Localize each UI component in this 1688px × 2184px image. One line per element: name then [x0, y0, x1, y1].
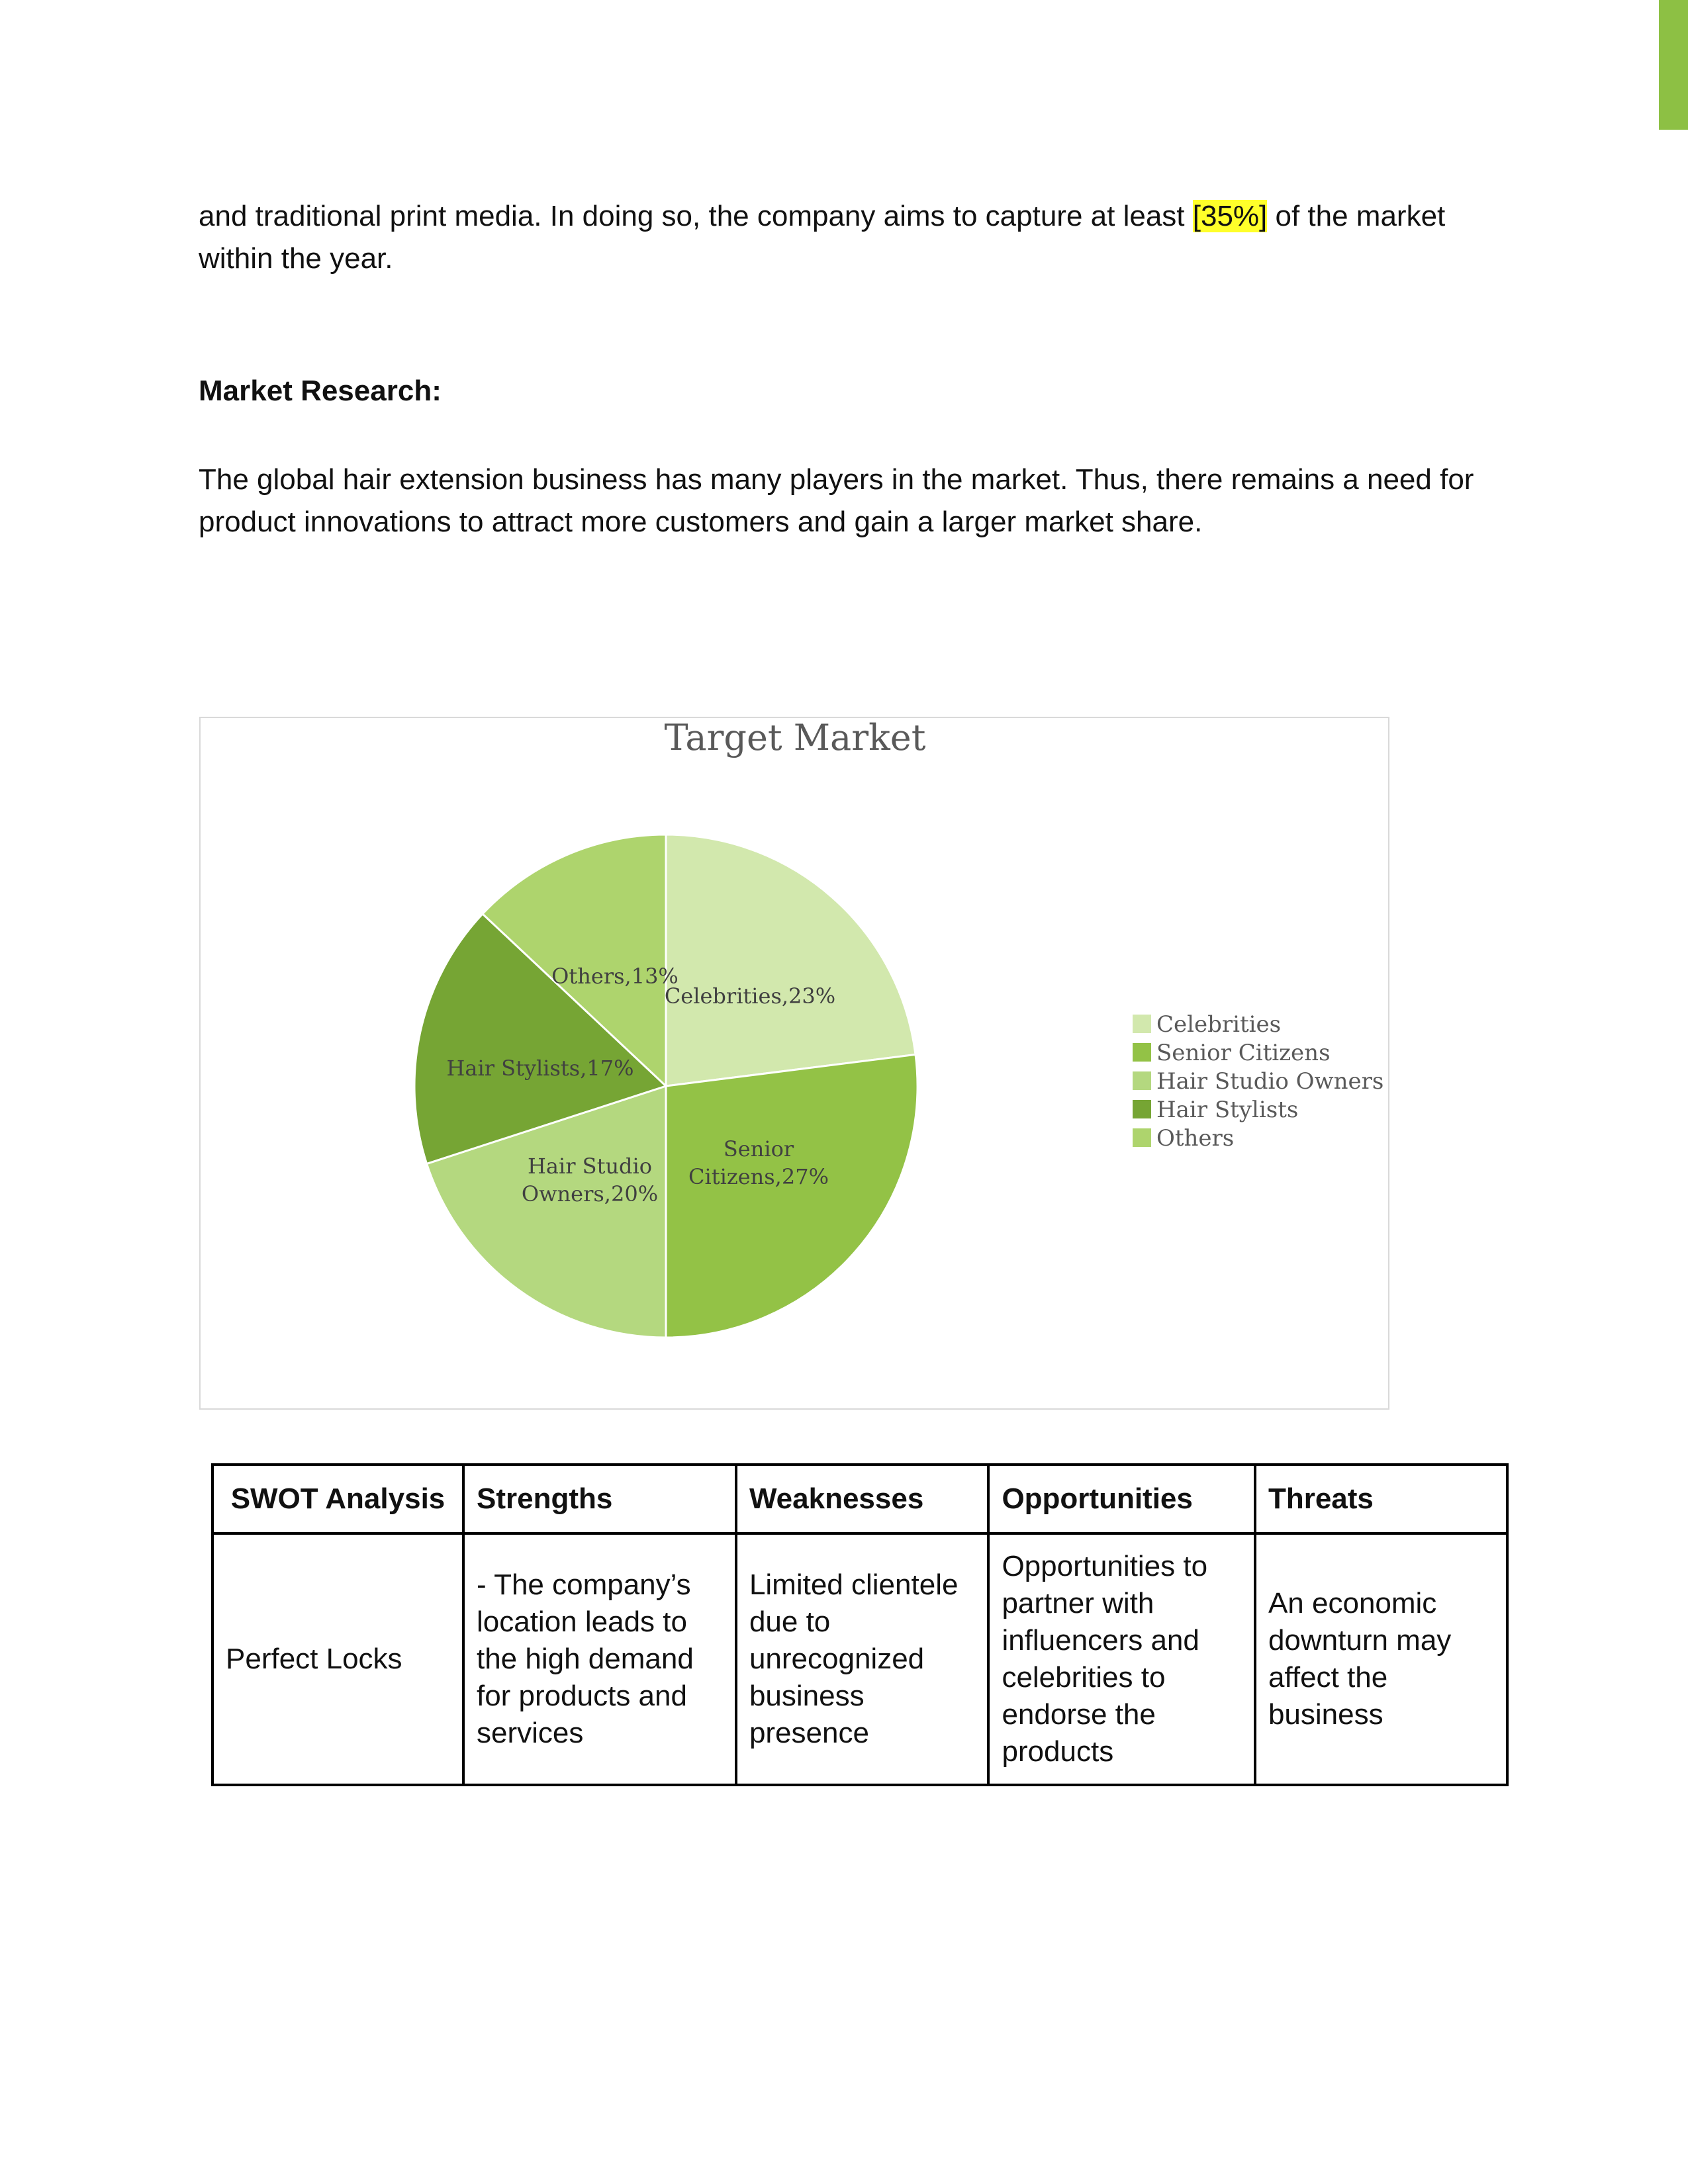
legend-swatch [1133, 1071, 1151, 1090]
legend-item-hair-studio-owners [1133, 1068, 1383, 1095]
market-research-paragraph: The global hair extension business has many players in the market. Thus, there remains a need for product innovations to attract more customers and gain a larger market share. [199, 463, 1474, 538]
swot-table [211, 1463, 1509, 1786]
chart-title: Target Market [664, 718, 926, 758]
intro-text-end: of the market within the year. [199, 200, 1446, 275]
pie-chart-canvas [201, 718, 1388, 1408]
data-label-others: Others,13% [551, 964, 679, 989]
legend-item-hair-stylists [1133, 1097, 1298, 1123]
legend-label: Senior Citizens [1156, 1040, 1331, 1066]
legend-item-celebrities [1133, 1011, 1281, 1038]
swot-weaknesses-cell: Limited clientele due to unrecognized business presence [736, 1533, 989, 1785]
swot-strengths-cell: - The company’s location leads to the high demand for products and services [463, 1533, 736, 1785]
data-label-senior-citizens: Senior Citizens,27% [688, 1136, 829, 1189]
market-research-heading: Market Research: [199, 375, 442, 407]
pie-slice-senior-citizens [666, 1054, 917, 1338]
swot-header-opportunities: Opportunities [988, 1465, 1255, 1533]
legend-label: Hair Stylists [1156, 1097, 1299, 1123]
intro-paragraph [199, 195, 1496, 280]
legend-label: Hair Studio Owners [1156, 1068, 1384, 1095]
swot-threats-cell: An economic downturn may affect the business [1255, 1533, 1507, 1785]
data-label-hair-studio-owners: Hair Studio Owners,20% [521, 1154, 659, 1206]
legend-swatch [1133, 1015, 1151, 1033]
pie-slice-celebrities [666, 835, 915, 1086]
legend-swatch [1133, 1100, 1151, 1118]
legend-item-senior-citizens [1133, 1040, 1331, 1066]
swot-header-strengths: Strengths [463, 1465, 736, 1533]
data-label-hair-stylists: Hair Stylists,17% [446, 1056, 634, 1081]
swot-header-analysis: SWOT Analysis [212, 1465, 463, 1533]
legend-label: Celebrities [1156, 1011, 1282, 1038]
legend-label: Others [1156, 1125, 1235, 1152]
data-label-celebrities: Celebrities,23% [664, 983, 836, 1009]
corner-accent-tab [1659, 0, 1688, 130]
legend-item-others [1133, 1125, 1234, 1152]
swot-header-threats: Threats [1255, 1465, 1507, 1533]
swot-opportunities-cell: Opportunities to partner with influencers and celebrities to endorse the products [988, 1533, 1255, 1785]
legend-swatch [1133, 1043, 1151, 1062]
swot-company-cell: Perfect Locks [212, 1533, 463, 1785]
table-row [212, 1533, 1507, 1785]
highlighted-percentage: [35%] [1192, 200, 1268, 232]
swot-header-weaknesses: Weaknesses [736, 1465, 989, 1533]
swot-header-row [212, 1465, 1507, 1533]
intro-text: and traditional print media. In doing so, the company aims to capture at least [199, 200, 1193, 232]
legend-swatch [1133, 1128, 1151, 1147]
target-market-chart [199, 717, 1389, 1410]
